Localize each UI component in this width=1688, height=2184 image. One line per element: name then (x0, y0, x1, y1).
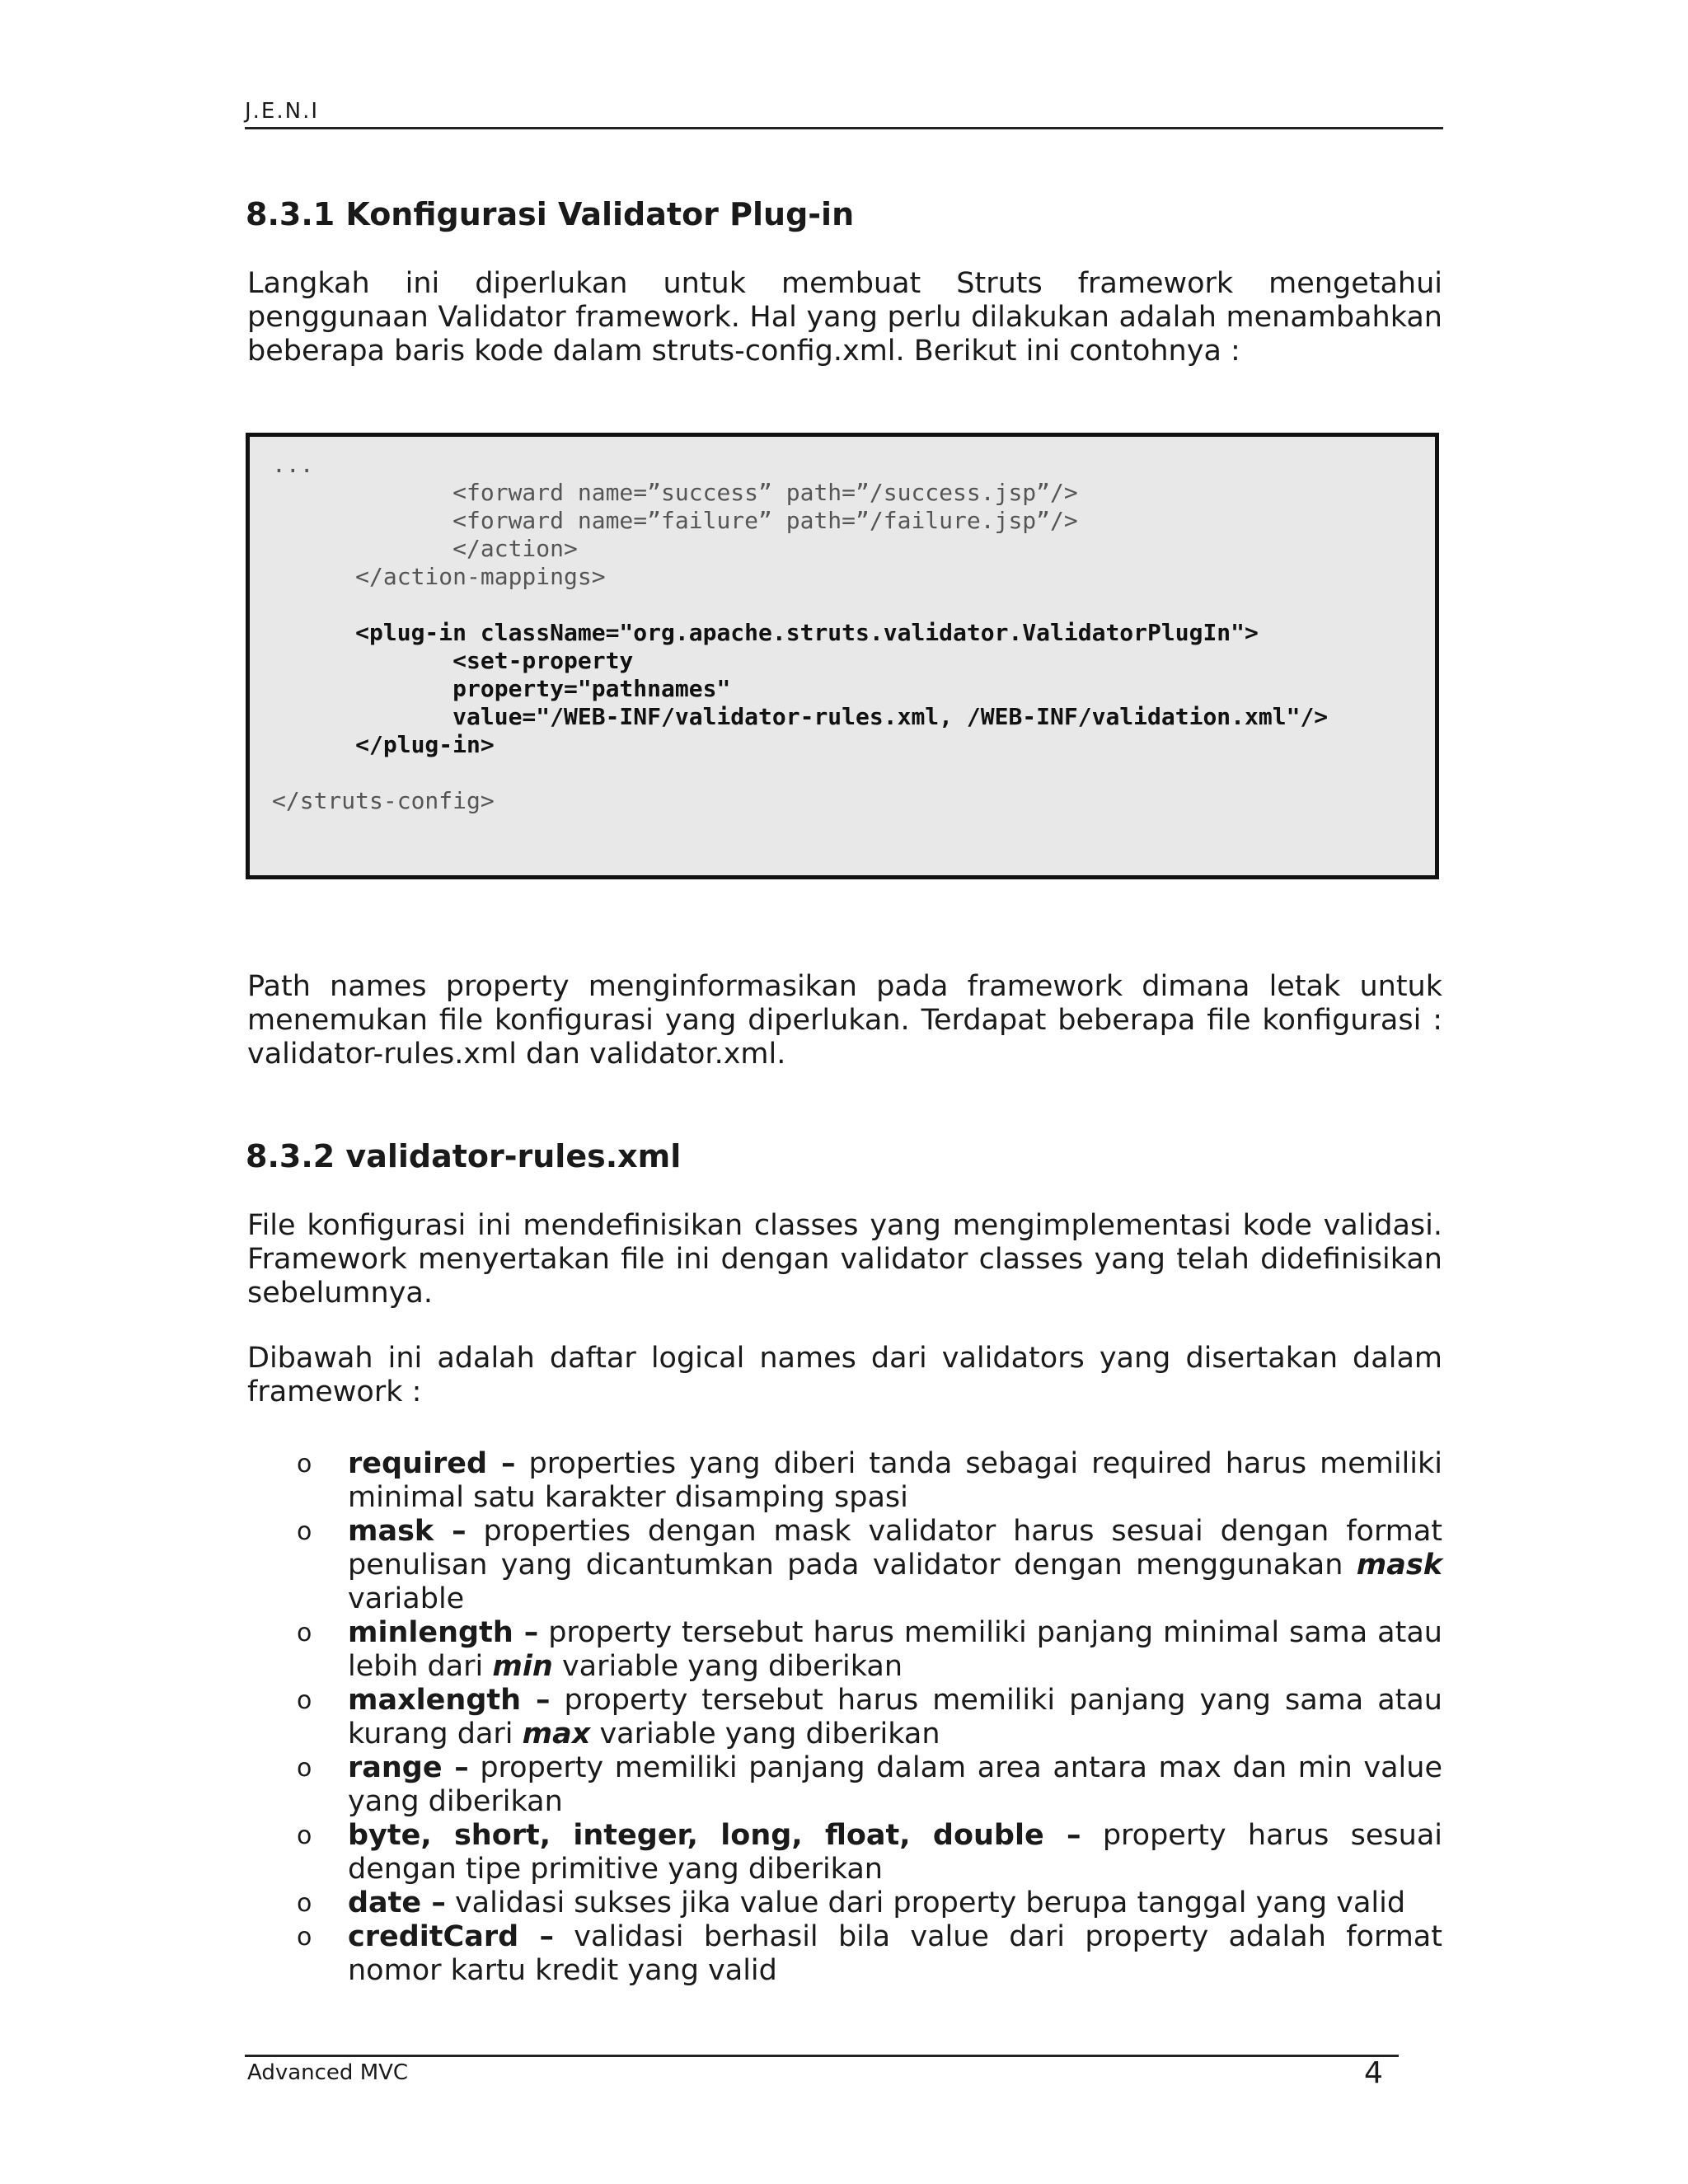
list-item: o maxlength – property tersebut harus memiliki panjang yang sama atau kurang dari max variable yang diberikan (297, 1684, 1442, 1750)
bullet-icon: o (297, 1889, 312, 1918)
bullet-icon: o (297, 1686, 312, 1715)
list-item: o byte, short, integer, long, float, double – property harus sesuai dengan tipe primitive yang diberikan (297, 1819, 1442, 1886)
path-names-paragraph: Path names property menginformasikan pada framework dimana letak untuk menemukan file konfigurasi yang diperlukan. Terdapat beberapa file konfigurasi : validator-rules.xml dan validator.xml. (247, 970, 1442, 1071)
code-line: value="/WEB-INF/validator-rules.xml, /WEB-INF/validation.xml"/> (272, 703, 1329, 730)
validator-list (247, 1447, 1442, 1988)
footer-title: Advanced MVC (247, 2060, 409, 2085)
list-item: o required – properties yang diberi tanda sebagai required harus memiliki minimal satu karakter disamping spasi (297, 1447, 1442, 1514)
bullet-icon: o (297, 1754, 312, 1783)
section-heading-1: 8.3.1 Konfigurasi Validator Plug-in (246, 196, 855, 232)
header-rule (245, 127, 1443, 129)
code-line: </struts-config> (272, 787, 495, 814)
section-heading-2: 8.3.2 validator-rules.xml (246, 1138, 682, 1174)
code-line: <forward name=”success” path=”/success.jsp”/> (272, 479, 1078, 506)
bullet-icon: o (297, 1821, 312, 1850)
code-line: property="pathnames" (272, 675, 731, 702)
code-line: <set-property (272, 647, 634, 674)
list-item: o range – property memiliki panjang dalam area antara max dan min value yang diberikan (297, 1751, 1442, 1818)
section-intro-paragraph: Langkah ini diperlukan untuk membuat Struts framework mengetahui penggunaan Validator framework. Hal yang perlu dilakukan adalah menambahkan beberapa baris kode dalam struts-config.xml. Berikut ini contohnya : (247, 267, 1442, 368)
code-line: </action> (272, 535, 578, 562)
list-item: o minlength – property tersebut harus memiliki panjang minimal sama atau lebih dari min variable yang diberikan (297, 1616, 1442, 1683)
list-item: o date – validasi sukses jika value dari property berupa tanggal yang valid (297, 1886, 1406, 1919)
list-item: o mask – properties dengan mask validator harus sesuai dengan format penulisan yang dicantumkan pada validator dengan menggunakan mask variable (297, 1515, 1442, 1615)
code-line: <forward name=”failure” path=”/failure.jsp”/> (272, 507, 1078, 534)
bullet-icon: o (297, 1923, 312, 1952)
page-number: 4 (1364, 2056, 1383, 2090)
section2-paragraph-2: Dibawah ini adalah daftar logical names dari validators yang disertakan dalam framework : (247, 1342, 1442, 1408)
code-block (246, 433, 1439, 879)
list-item: o creditCard – validasi berhasil bila value dari property adalah format nomor kartu kredit yang valid (297, 1920, 1442, 1987)
code-listing (272, 451, 1328, 815)
footer-rule (245, 2055, 1399, 2057)
bullet-icon: o (297, 1450, 312, 1479)
bullet-icon: o (297, 1517, 312, 1546)
bullet-icon: o (297, 1619, 312, 1647)
code-line: </action-mappings> (272, 563, 606, 590)
code-line: ... (272, 451, 314, 478)
code-line: <plug-in className="org.apache.struts.validator.ValidatorPlugIn"> (272, 619, 1259, 646)
code-line: </plug-in> (272, 731, 495, 758)
header-title: J.E.N.I (245, 99, 320, 124)
section2-paragraph-1: File konfigurasi ini mendefinisikan classes yang mengimplementasi kode validasi. Framework menyertakan file ini dengan validator classes yang telah didefinisikan sebelumnya. (247, 1209, 1442, 1310)
